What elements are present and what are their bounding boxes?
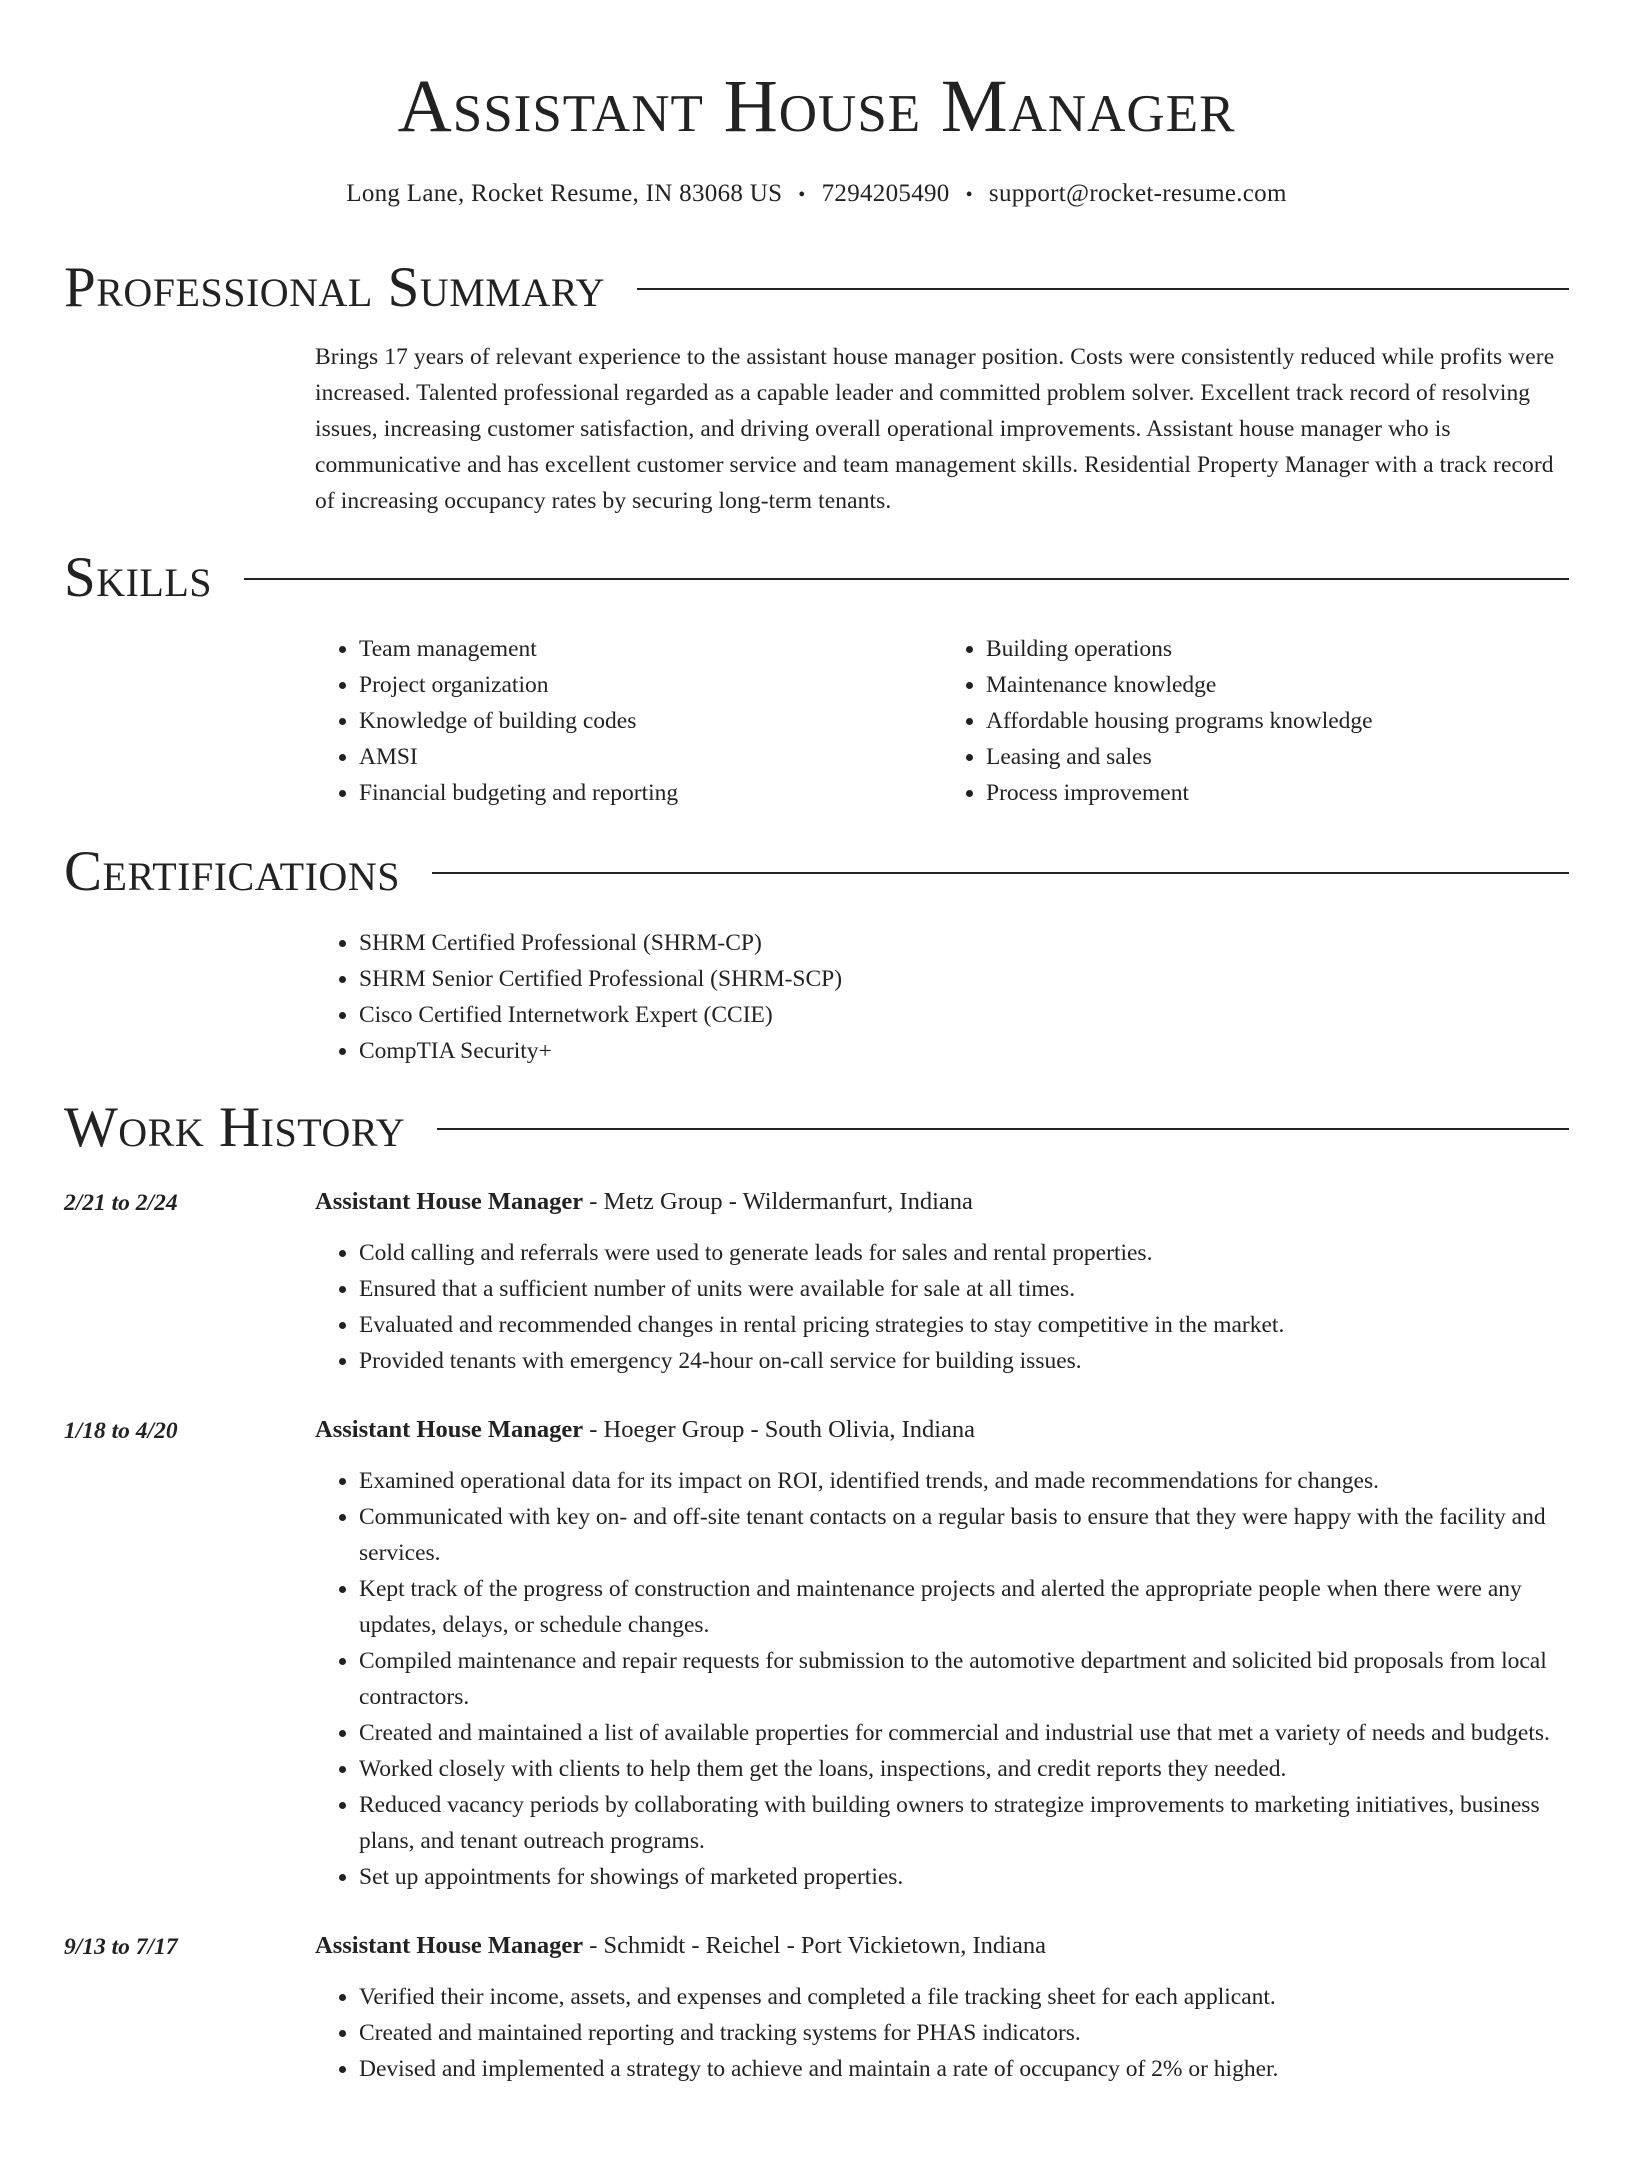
skill-item: • Building operations [986,631,1569,667]
skills-section-header [64,545,1569,611]
contact-address: Long Lane, Rocket Resume, IN 83068 US [346,180,783,207]
job-bullet: • Set up appointments for showings of marketed properties. [359,1859,1569,1895]
job-entry [64,1927,1569,2087]
job-bullets [315,1463,1569,1895]
job-bullet: • Evaluated and recommended changes in rental pricing strategies to stay competitive in the market. [359,1307,1569,1343]
job-bullet: • Worked closely with clients to help them get the loans, inspections, and credit reports they needed. [359,1751,1569,1787]
job-heading [315,1927,1569,1965]
certification-item: • CompTIA Security+ [359,1033,1569,1069]
summary-section-title: Professional Summary [64,256,606,319]
candidate-name: Assistant House Manager [397,65,1236,148]
certification-item: • SHRM Certified Professional (SHRM-CP) [359,925,1569,961]
job-bullets [315,1235,1569,1379]
contact-phone: 7294205490 [821,180,950,207]
job-bullet: • Compiled maintenance and repair requests for submission to the automotive department and solicited bid proposals from local contractors. [359,1643,1569,1715]
job-dates: 1/18 to 4/20 [64,1418,178,1444]
skill-item: • AMSI [359,739,942,775]
resume-page [0,62,1632,2174]
skill-item: • Financial budgeting and reporting [359,775,942,811]
certifications-section-title: Certifications [64,840,400,903]
skills-column-right [942,631,1569,811]
job-entry [64,1183,1569,1379]
certification-item: • SHRM Senior Certified Professional (SHRM-SCP) [359,961,1569,997]
job-heading [315,1411,1569,1449]
skill-item: • Knowledge of building codes [359,703,942,739]
job-bullet: • Devised and implemented a strategy to achieve and maintain a rate of occupancy of 2% or higher. [359,2051,1569,2087]
certifications-section-header [64,839,1569,905]
skill-item: • Maintenance knowledge [986,667,1569,703]
skill-item: • Affordable housing programs knowledge [986,703,1569,739]
summary-section-header [64,255,1569,321]
job-dates: 2/21 to 2/24 [64,1190,178,1216]
job-company-location: - Schmidt - Reichel - Port Vickietown, Indiana [583,1932,1046,1959]
job-details [315,1411,1569,1895]
skills-list [315,631,1569,811]
certification-item: • Cisco Certified Internetwork Expert (CCIE) [359,997,1569,1033]
skill-item: • Project organization [359,667,942,703]
section-divider [637,288,1569,290]
skill-item: • Leasing and sales [986,739,1569,775]
contact-separator: • [965,184,973,206]
job-dates: 9/13 to 7/17 [64,1934,178,1960]
certifications-list [315,925,1569,1069]
skill-item: • Process improvement [986,775,1569,811]
work-history-section-header [64,1095,1569,1161]
job-details [315,1183,1569,1379]
job-bullet: • Ensured that a sufficient number of units were available for sale at all times. [359,1271,1569,1307]
skills-section-title: Skills [64,546,213,609]
job-bullet: • Created and maintained reporting and tracking systems for PHAS indicators. [359,2015,1569,2051]
job-company-location: - Hoeger Group - South Olivia, Indiana [583,1416,976,1443]
job-bullet: • Examined operational data for its impact on ROI, identified trends, and made recommendations for changes. [359,1463,1569,1499]
job-heading [315,1183,1569,1221]
job-bullet: • Cold calling and referrals were used to generate leads for sales and rental properties. [359,1235,1569,1271]
contact-line [64,178,1569,211]
job-details [315,1927,1569,2087]
job-title: Assistant House Manager [315,1416,584,1443]
section-divider [432,872,1569,874]
job-bullet: • Communicated with key on- and off-site tenant contacts on a regular basis to ensure that they were happy with the facility and services. [359,1499,1569,1571]
skill-item: • Team management [359,631,942,667]
job-bullets [315,1979,1569,2087]
job-entry [64,1411,1569,1895]
skills-column-left [315,631,942,811]
summary-text: Brings 17 years of relevant experience to the assistant house manager position. Costs were consistently reduced while profits were increased. Talented professional regarded as a capable leader and committed problem solver. Excellent track record of resolving issues, increasing customer satisfaction, and driving overall operational improvements. Assistant house manager who is communicative and has excellent customer service and team management skills. Residential Property Manager with a track record of increasing occupancy rates by securing long-term tenants. [315,344,1555,514]
section-divider [437,1128,1569,1130]
work-history-list [64,1183,1569,2087]
job-title: Assistant House Manager [315,1188,584,1215]
job-bullet: • Kept track of the progress of construction and maintenance projects and alerted the appropriate people when there were any updates, delays, or schedule changes. [359,1571,1569,1643]
work-history-section-title: Work History [64,1096,406,1159]
job-bullet: • Reduced vacancy periods by collaborating with building owners to strategize improvements to marketing initiatives, business plans, and tenant outreach programs. [359,1787,1569,1859]
contact-email: support@rocket-resume.com [988,180,1287,207]
job-bullet: • Provided tenants with emergency 24-hour on-call service for building issues. [359,1343,1569,1379]
job-company-location: - Metz Group - Wildermanfurt, Indiana [583,1188,973,1215]
job-bullet: • Verified their income, assets, and expenses and completed a file tracking sheet for each applicant. [359,1979,1569,2015]
job-bullet: • Created and maintained a list of available properties for commercial and industrial use that met a variety of needs and budgets. [359,1715,1569,1751]
contact-separator: • [798,184,806,206]
section-divider [244,578,1569,580]
job-title: Assistant House Manager [315,1932,584,1959]
